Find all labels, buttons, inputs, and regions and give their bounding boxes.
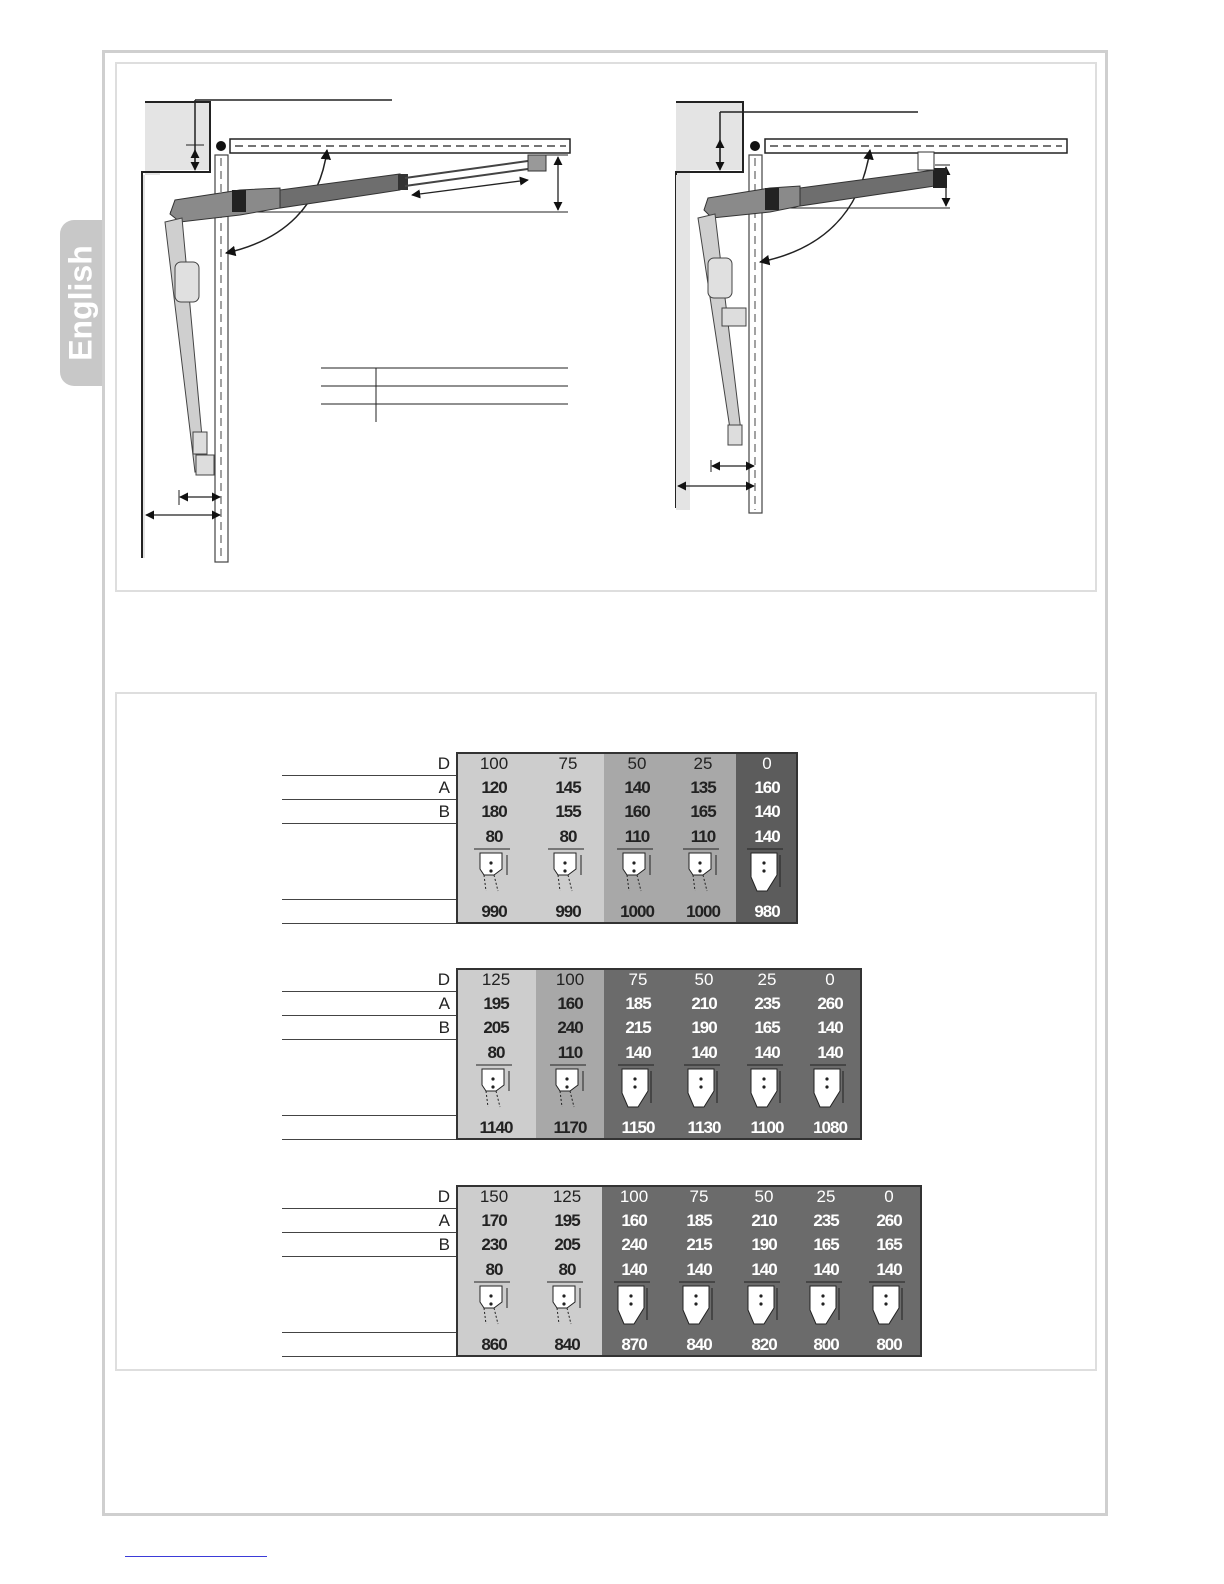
diagram-left: [142, 100, 570, 562]
row-bracket: [282, 824, 798, 900]
row-label-B: B: [282, 1016, 456, 1040]
legend-lines: [321, 368, 568, 422]
row-label-A: A: [282, 992, 456, 1016]
cell-A: 210: [732, 1209, 796, 1233]
row-B: [282, 1016, 862, 1040]
cell-A: 235: [796, 1209, 856, 1233]
bracket-value: 110: [557, 1042, 583, 1062]
spec-table-2: [282, 968, 862, 1140]
cell-L: 1100: [736, 1116, 798, 1140]
row-A: [282, 1209, 922, 1233]
cell-A: 135: [670, 776, 736, 800]
cell-bracket: [536, 1040, 604, 1116]
row-label-D: D: [282, 1185, 456, 1209]
cell-L: 820: [732, 1333, 796, 1357]
cell-A: 145: [532, 776, 604, 800]
footer-rule: [125, 1556, 267, 1557]
cell-D: 25: [736, 968, 798, 992]
cell-L: 1130: [672, 1116, 736, 1140]
cell-B: 165: [670, 800, 736, 824]
cell-L: 860: [456, 1333, 532, 1357]
cell-A: 160: [736, 776, 798, 800]
row-A: [282, 992, 862, 1016]
row-label-B: B: [282, 1233, 456, 1257]
row-bracket: [282, 1257, 922, 1333]
row-label-bracket: [282, 1257, 456, 1333]
cell-A: 210: [672, 992, 736, 1016]
bracket-value: 80: [487, 1042, 505, 1062]
language-tab-label: English: [62, 245, 99, 361]
row-label-A: A: [282, 776, 456, 800]
cell-bracket: [670, 824, 736, 900]
cell-B: 205: [456, 1016, 536, 1040]
row-D: [282, 968, 862, 992]
row-L: [282, 1333, 922, 1357]
bracket-icon: [869, 1280, 909, 1326]
cell-D: 50: [604, 752, 670, 776]
bracket-value: 110: [624, 826, 650, 846]
bracket-value: 80: [558, 1259, 576, 1279]
cell-D: 75: [666, 1185, 732, 1209]
row-label-A: A: [282, 1209, 456, 1233]
cell-D: 75: [532, 752, 604, 776]
cell-B: 165: [736, 1016, 798, 1040]
cell-B: 240: [602, 1233, 666, 1257]
bracket-icon: [747, 847, 787, 893]
bracket-icon: [618, 1063, 658, 1109]
cell-L: 1000: [604, 900, 670, 924]
cell-L: 870: [602, 1333, 666, 1357]
cell-D: 0: [736, 752, 798, 776]
cell-A: 195: [456, 992, 536, 1016]
bracket-icon: [614, 1280, 654, 1326]
cell-A: 185: [666, 1209, 732, 1233]
cell-L: 990: [456, 900, 532, 924]
cell-A: 160: [602, 1209, 666, 1233]
cell-D: 0: [798, 968, 862, 992]
row-A: [282, 776, 798, 800]
bracket-icon: [547, 1280, 587, 1326]
bracket-value: 110: [690, 826, 716, 846]
cell-bracket: [456, 1257, 532, 1333]
cell-bracket: [856, 1257, 922, 1333]
bracket-value: 80: [485, 826, 503, 846]
bracket-icon: [744, 1280, 784, 1326]
bracket-icon: [683, 847, 723, 893]
cell-A: 235: [736, 992, 798, 1016]
cell-A: 160: [536, 992, 604, 1016]
bracket-icon: [684, 1063, 724, 1109]
cell-D: 150: [456, 1185, 532, 1209]
row-label-L: [282, 1116, 456, 1140]
cell-B: 165: [856, 1233, 922, 1257]
row-L: [282, 900, 798, 924]
bracket-icon: [474, 847, 514, 893]
cell-D: 75: [604, 968, 672, 992]
row-label-L: [282, 900, 456, 924]
cell-B: 160: [604, 800, 670, 824]
cell-L: 1140: [456, 1116, 536, 1140]
bracket-icon: [679, 1280, 719, 1326]
cell-D: 25: [796, 1185, 856, 1209]
row-label-D: D: [282, 968, 456, 992]
cell-bracket: [456, 1040, 536, 1116]
cell-D: 50: [672, 968, 736, 992]
cell-B: 190: [672, 1016, 736, 1040]
row-D: [282, 752, 798, 776]
cell-bracket: [532, 1257, 602, 1333]
cell-bracket: [736, 824, 798, 900]
row-label-bracket: [282, 1040, 456, 1116]
cell-D: 100: [536, 968, 604, 992]
cell-A: 120: [456, 776, 532, 800]
cell-L: 980: [736, 900, 798, 924]
cell-B: 140: [736, 800, 798, 824]
cell-B: 215: [666, 1233, 732, 1257]
cell-D: 125: [532, 1185, 602, 1209]
cell-L: 1080: [798, 1116, 862, 1140]
bracket-icon: [747, 1063, 787, 1109]
bracket-value: 140: [625, 1042, 651, 1062]
cell-B: 230: [456, 1233, 532, 1257]
bracket-icon: [810, 1063, 850, 1109]
installation-diagrams: [0, 0, 1224, 600]
cell-A: 170: [456, 1209, 532, 1233]
row-L: [282, 1116, 862, 1140]
cell-A: 140: [604, 776, 670, 800]
cell-D: 125: [456, 968, 536, 992]
bracket-icon: [617, 847, 657, 893]
row-label-bracket: [282, 824, 456, 900]
cell-bracket: [456, 824, 532, 900]
diagram-right: [676, 102, 1067, 513]
cell-B: 180: [456, 800, 532, 824]
spec-table-1: [282, 752, 798, 924]
cell-A: 185: [604, 992, 672, 1016]
bracket-value: 140: [754, 826, 780, 846]
cell-D: 0: [856, 1185, 922, 1209]
cell-B: 165: [796, 1233, 856, 1257]
cell-bracket: [732, 1257, 796, 1333]
cell-B: 140: [798, 1016, 862, 1040]
cell-bracket: [672, 1040, 736, 1116]
cell-L: 1170: [536, 1116, 604, 1140]
cell-bracket: [736, 1040, 798, 1116]
bracket-value: 140: [751, 1259, 777, 1279]
cell-B: 205: [532, 1233, 602, 1257]
cell-bracket: [604, 1040, 672, 1116]
cell-bracket: [602, 1257, 666, 1333]
bracket-value: 140: [813, 1259, 839, 1279]
bracket-value: 80: [485, 1259, 503, 1279]
cell-bracket: [798, 1040, 862, 1116]
cell-D: 100: [602, 1185, 666, 1209]
bracket-icon: [474, 1280, 514, 1326]
bracket-value: 140: [621, 1259, 647, 1279]
cell-A: 260: [798, 992, 862, 1016]
cell-D: 100: [456, 752, 532, 776]
bracket-value: 140: [691, 1042, 717, 1062]
cell-bracket: [604, 824, 670, 900]
cell-A: 195: [532, 1209, 602, 1233]
bracket-value: 140: [754, 1042, 780, 1062]
cell-L: 1150: [604, 1116, 672, 1140]
row-B: [282, 1233, 922, 1257]
bracket-value: 140: [817, 1042, 843, 1062]
cell-bracket: [666, 1257, 732, 1333]
cell-L: 1000: [670, 900, 736, 924]
row-label-D: D: [282, 752, 456, 776]
cell-D: 25: [670, 752, 736, 776]
bracket-value: 140: [876, 1259, 902, 1279]
cell-A: 260: [856, 1209, 922, 1233]
row-bracket: [282, 1040, 862, 1116]
cell-B: 215: [604, 1016, 672, 1040]
cell-bracket: [532, 824, 604, 900]
row-label-L: [282, 1333, 456, 1357]
cell-L: 840: [532, 1333, 602, 1357]
cell-B: 240: [536, 1016, 604, 1040]
bracket-icon: [476, 1063, 516, 1109]
bracket-value: 80: [559, 826, 577, 846]
spec-table-3: [282, 1185, 922, 1357]
cell-L: 990: [532, 900, 604, 924]
row-D: [282, 1185, 922, 1209]
bracket-icon: [550, 1063, 590, 1109]
cell-L: 840: [666, 1333, 732, 1357]
bracket-icon: [806, 1280, 846, 1326]
bracket-icon: [548, 847, 588, 893]
bracket-value: 140: [686, 1259, 712, 1279]
row-label-B: B: [282, 800, 456, 824]
cell-bracket: [796, 1257, 856, 1333]
row-B: [282, 800, 798, 824]
cell-L: 800: [796, 1333, 856, 1357]
cell-D: 50: [732, 1185, 796, 1209]
cell-B: 190: [732, 1233, 796, 1257]
cell-B: 155: [532, 800, 604, 824]
cell-L: 800: [856, 1333, 922, 1357]
